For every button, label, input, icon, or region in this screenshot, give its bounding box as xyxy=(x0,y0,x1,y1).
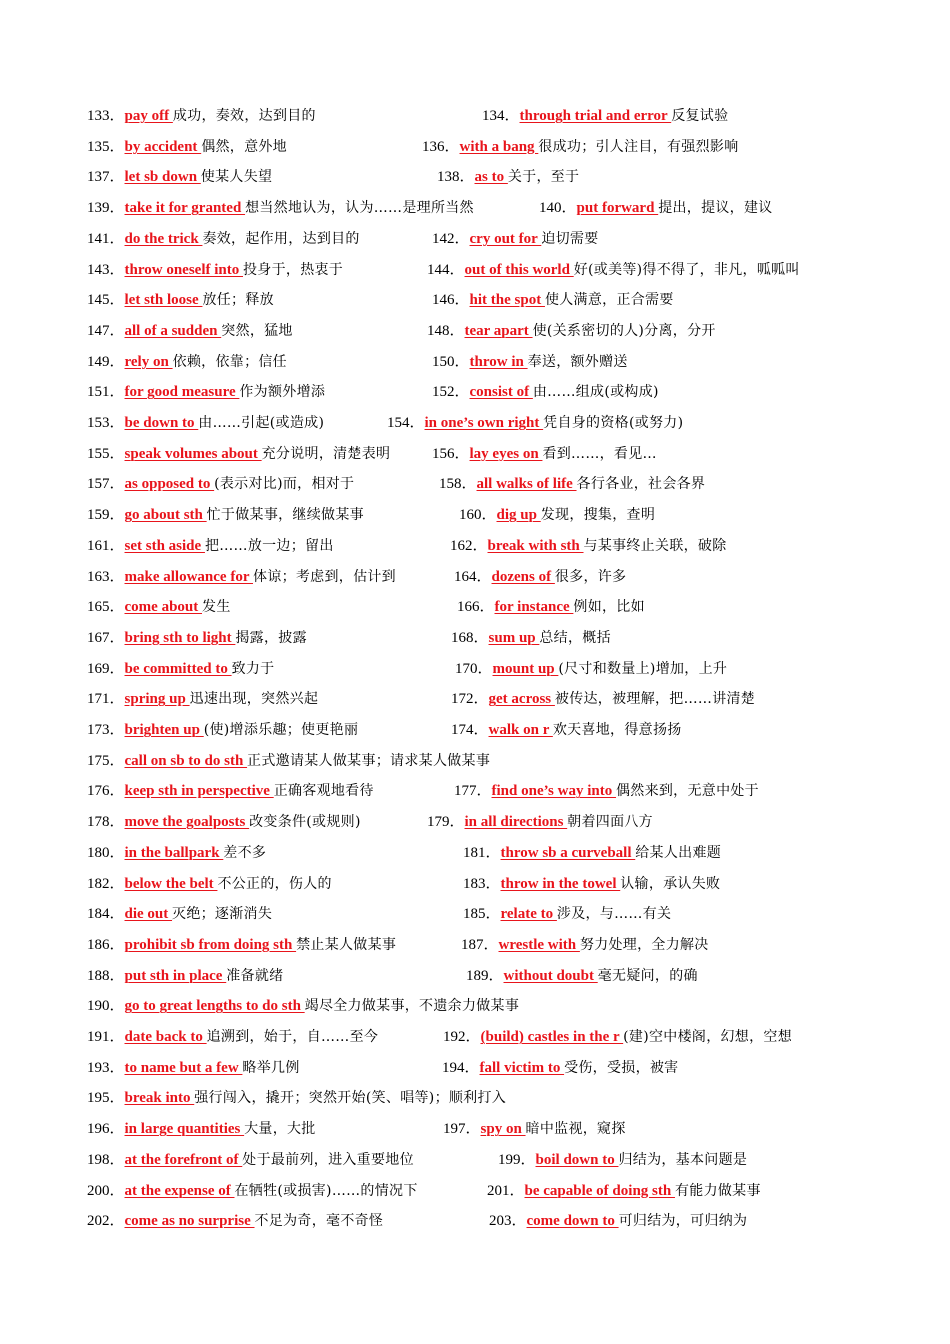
english-phrase: cry out for xyxy=(469,230,542,247)
chinese-meaning: 好(或美等)得不得了，非凡，呱呱叫 xyxy=(573,261,800,278)
phrase-entry xyxy=(87,564,396,589)
phrase-entry xyxy=(539,195,773,220)
chinese-meaning: 成功，奏效，达到目的 xyxy=(172,108,316,124)
english-phrase: all walks of life xyxy=(476,476,577,493)
entry-number: 150． xyxy=(432,353,470,370)
entry-number: 172． xyxy=(451,691,489,708)
english-phrase: in large quantities xyxy=(124,1121,245,1138)
english-phrase: pay off xyxy=(124,108,173,124)
phrase-entry xyxy=(422,134,739,159)
entry-number: 201． xyxy=(487,1182,525,1199)
chinese-meaning: 可归结为，可归纳为 xyxy=(618,1213,748,1230)
phrase-entry xyxy=(487,1178,761,1203)
english-phrase: by accident xyxy=(124,138,202,155)
chinese-meaning: 偶然来到，无意中处于 xyxy=(615,783,759,800)
phrase-entry xyxy=(451,625,611,650)
chinese-meaning: 欢天喜地，得意扬扬 xyxy=(552,722,682,738)
entry-number: 149． xyxy=(87,353,125,370)
english-phrase: come about xyxy=(124,599,203,616)
english-phrase: mount up xyxy=(492,660,559,677)
english-phrase: hit the spot xyxy=(469,292,545,309)
entry-number: 185． xyxy=(463,906,501,923)
english-phrase: throw sb a curveball xyxy=(500,844,636,861)
phrase-entry xyxy=(87,441,390,466)
chinese-meaning: 作为额外增添 xyxy=(239,384,326,401)
chinese-meaning: 追溯到，始于，自……至今 xyxy=(206,1029,379,1045)
phrase-entry xyxy=(432,287,674,312)
phrase-entry xyxy=(457,594,645,619)
english-phrase: be down to xyxy=(124,415,199,431)
chinese-meaning: (使)增添乐趣；使更艳丽 xyxy=(203,722,359,738)
entry-number: 174． xyxy=(451,722,489,738)
phrase-entry xyxy=(87,1024,378,1049)
phrase-entry xyxy=(87,1055,300,1080)
chinese-meaning: 突然，猛地 xyxy=(221,322,293,339)
entry-number: 200． xyxy=(87,1182,125,1199)
phrase-entry xyxy=(87,103,316,128)
entry-number: 190． xyxy=(87,998,125,1015)
phrase-entry xyxy=(87,226,360,251)
entry-number: 152． xyxy=(432,384,470,401)
english-phrase: find one’s way into xyxy=(491,783,616,800)
phrase-entry xyxy=(87,1178,418,1203)
english-phrase: out of this world xyxy=(464,261,574,278)
chinese-meaning: 暗中监视，窥探 xyxy=(525,1121,626,1138)
phrase-entry xyxy=(87,318,293,343)
chinese-meaning: 毫无疑问，的确 xyxy=(597,967,698,984)
chinese-meaning: 奏效，起作用，达到目的 xyxy=(202,230,360,247)
english-phrase: let sth loose xyxy=(124,292,203,309)
chinese-meaning: 受伤，受损，被害 xyxy=(564,1059,679,1076)
phrase-entry xyxy=(454,778,759,803)
english-phrase: dig up xyxy=(496,507,541,524)
english-phrase: make allowance for xyxy=(124,568,253,585)
phrase-entry xyxy=(87,625,307,650)
chinese-meaning: 投身于，热衷于 xyxy=(243,261,344,278)
entry-number: 157． xyxy=(87,476,125,493)
entry-number: 198． xyxy=(87,1151,125,1168)
entry-number: 166． xyxy=(457,599,495,616)
english-phrase: set sth aside xyxy=(124,537,205,554)
phrase-entry xyxy=(427,318,716,343)
entry-number: 144． xyxy=(427,261,465,278)
chinese-meaning: 迅速出现，突然兴起 xyxy=(189,691,319,708)
entry-number: 155． xyxy=(87,445,125,462)
english-phrase: throw in xyxy=(469,353,528,370)
english-phrase: throw in the towel xyxy=(500,875,621,892)
entry-number: 189． xyxy=(466,967,504,984)
english-phrase: rely on xyxy=(124,353,173,370)
chinese-meaning: 看到……，看见… xyxy=(542,445,657,462)
phrase-entry xyxy=(87,840,266,865)
entry-number: 147． xyxy=(87,322,125,339)
chinese-meaning: 在牺牲(或损害)……的情况下 xyxy=(234,1182,418,1199)
entry-number: 146． xyxy=(432,292,470,309)
entry-number: 165． xyxy=(87,599,125,616)
chinese-meaning: 略举几例 xyxy=(242,1059,300,1076)
entry-number: 164． xyxy=(454,568,492,585)
english-phrase: boil down to xyxy=(535,1151,619,1168)
entry-number: 199． xyxy=(498,1151,536,1168)
chinese-meaning: 提出，提议，建议 xyxy=(658,200,773,217)
phrase-entry xyxy=(463,840,721,865)
entry-number: 177． xyxy=(454,783,492,800)
english-phrase: all of a sudden xyxy=(124,322,222,339)
chinese-meaning: 改变条件(或规则) xyxy=(249,814,361,831)
phrase-entry xyxy=(87,717,358,742)
entry-number: 176． xyxy=(87,783,125,800)
phrase-entry xyxy=(87,594,231,619)
english-phrase: keep sth in perspective xyxy=(124,783,274,800)
entry-number: 142． xyxy=(432,230,470,247)
chinese-meaning: (建)空中楼阁，幻想，空想 xyxy=(623,1029,792,1045)
entry-number: 138． xyxy=(437,169,475,186)
entry-number: 191． xyxy=(87,1029,125,1045)
phrase-entry xyxy=(459,502,655,527)
chinese-meaning: 很多，许多 xyxy=(554,568,627,585)
phrase-entry xyxy=(451,686,755,711)
english-phrase: in the ballpark xyxy=(124,844,224,861)
english-phrase: speak volumes about xyxy=(124,445,262,462)
chinese-meaning: 迫切需要 xyxy=(541,230,599,247)
english-phrase: spy on xyxy=(480,1121,526,1138)
chinese-meaning: 奉送，额外赠送 xyxy=(527,353,628,370)
phrase-entry xyxy=(87,1116,316,1141)
entry-number: 182． xyxy=(87,875,125,892)
chinese-meaning: 偶然，意外地 xyxy=(201,138,287,155)
entry-number: 180． xyxy=(87,844,125,861)
english-phrase: brighten up xyxy=(124,722,204,738)
entry-number: 148． xyxy=(427,322,465,339)
entry-number: 162． xyxy=(450,537,488,554)
entry-number: 171． xyxy=(87,691,125,708)
english-phrase: at the forefront of xyxy=(124,1151,243,1168)
phrase-entry xyxy=(455,656,727,681)
chinese-meaning: 正式邀请某人做某事；请求某人做某事 xyxy=(247,752,491,769)
chinese-meaning: 竭尽全力做某事，不遗余力做某事 xyxy=(304,998,520,1015)
entry-number: 167． xyxy=(87,629,125,646)
phrase-entry xyxy=(432,226,599,251)
chinese-meaning: 正确客观地看待 xyxy=(273,783,374,800)
entry-number: 141． xyxy=(87,230,125,247)
phrase-entry xyxy=(87,778,374,803)
phrase-entry xyxy=(87,379,325,404)
phrase-entry xyxy=(427,809,653,834)
chinese-meaning: 涉及，与……有关 xyxy=(556,906,672,923)
english-phrase: date back to xyxy=(124,1029,207,1045)
phrase-entry xyxy=(432,441,657,466)
english-phrase: go about sth xyxy=(124,507,207,524)
entry-number: 134． xyxy=(482,108,520,124)
english-phrase: do the trick xyxy=(124,230,203,247)
chinese-meaning: 认输，承认失败 xyxy=(620,875,721,892)
entry-number: 197． xyxy=(443,1121,481,1138)
english-phrase: in all directions xyxy=(464,814,568,831)
phrase-entry xyxy=(437,164,579,189)
phrase-entry xyxy=(87,164,272,189)
entry-number: 135． xyxy=(87,138,125,155)
phrase-entry xyxy=(432,349,628,374)
english-phrase: relate to xyxy=(500,906,557,923)
phrase-entry xyxy=(87,963,283,988)
phrase-entry xyxy=(87,533,334,558)
entry-number: 179． xyxy=(427,814,465,831)
chinese-meaning: 例如，比如 xyxy=(573,599,645,616)
phrase-entry xyxy=(87,871,332,896)
phrase-entry xyxy=(87,932,396,957)
phrase-entry xyxy=(87,901,272,926)
english-phrase: break with sth xyxy=(487,537,584,554)
english-phrase: walk on r xyxy=(488,722,553,738)
chinese-meaning: 忙于做某事，继续做某事 xyxy=(206,507,364,524)
entry-number: 158． xyxy=(439,476,477,493)
chinese-meaning: 各行各业，社会各界 xyxy=(576,476,706,493)
english-phrase: go to great lengths to do sth xyxy=(124,998,305,1015)
entry-number: 169． xyxy=(87,660,125,677)
phrase-entry xyxy=(443,1116,626,1141)
phrase-entry xyxy=(87,1085,506,1110)
chinese-meaning: 禁止某人做某事 xyxy=(296,936,397,953)
chinese-meaning: 使某人失望 xyxy=(200,169,273,186)
english-phrase: spring up xyxy=(124,691,190,708)
entry-number: 184． xyxy=(87,906,125,923)
entry-number: 136． xyxy=(422,138,460,155)
chinese-meaning: 充分说明，清楚表明 xyxy=(261,445,391,462)
english-phrase: come as no surprise xyxy=(124,1213,255,1230)
english-phrase: call on sb to do sth xyxy=(124,752,248,769)
entry-number: 202． xyxy=(87,1213,125,1230)
english-phrase: put sth in place xyxy=(124,967,227,984)
english-phrase: to name but a few xyxy=(124,1059,243,1076)
english-phrase: die out xyxy=(124,906,173,923)
chinese-meaning: 给某人出难题 xyxy=(635,844,722,861)
entry-number: 187． xyxy=(461,936,499,953)
chinese-meaning: 依赖，依靠；信任 xyxy=(172,353,287,370)
chinese-meaning: 关于，至于 xyxy=(507,169,580,186)
english-phrase: for good measure xyxy=(124,384,240,401)
chinese-meaning: 差不多 xyxy=(223,844,267,861)
entry-number: 183． xyxy=(463,875,501,892)
chinese-meaning: 努力处理，全力解决 xyxy=(579,936,709,953)
chinese-meaning: 发生 xyxy=(202,599,231,616)
english-phrase: wrestle with xyxy=(498,936,580,953)
chinese-meaning: 有能力做某事 xyxy=(674,1182,761,1199)
entry-number: 168． xyxy=(451,629,489,646)
chinese-meaning: 凭自身的资格(或努力) xyxy=(543,415,684,431)
entry-number: 163． xyxy=(87,568,125,585)
entry-number: 159． xyxy=(87,507,125,524)
english-phrase: through trial and error xyxy=(519,108,672,124)
entry-number: 181． xyxy=(463,844,501,861)
chinese-meaning: 把……放一边；留出 xyxy=(204,537,334,554)
phrase-entry xyxy=(87,993,519,1018)
phrase-entry xyxy=(498,1147,747,1172)
chinese-meaning: 大量，大批 xyxy=(244,1121,316,1138)
phrase-entry xyxy=(87,748,490,773)
phrase-entry xyxy=(439,471,705,496)
entry-number: 161． xyxy=(87,537,125,554)
chinese-meaning: 体谅；考虑到，估计到 xyxy=(252,568,396,585)
chinese-meaning: (尺寸和数量上)增加，上升 xyxy=(558,660,728,677)
phrase-entry xyxy=(87,410,324,435)
entry-number: 143． xyxy=(87,261,125,278)
english-phrase: fall victim to xyxy=(479,1059,565,1076)
english-phrase: as opposed to xyxy=(124,476,215,493)
entry-number: 196． xyxy=(87,1121,125,1138)
english-phrase: consist of xyxy=(469,384,533,401)
phrase-entry xyxy=(463,871,720,896)
english-phrase: be committed to xyxy=(124,660,232,677)
english-phrase: tear apart xyxy=(464,322,533,339)
phrase-entry xyxy=(454,564,626,589)
phrase-entry xyxy=(432,379,659,404)
english-phrase: bring sth to light xyxy=(124,629,236,646)
entry-number: 195． xyxy=(87,1090,125,1107)
chinese-meaning: 放任；释放 xyxy=(202,292,274,309)
entry-number: 170． xyxy=(455,660,493,677)
entry-number: 137． xyxy=(87,169,125,186)
chinese-meaning: 与某事终止关联，破除 xyxy=(583,537,727,554)
chinese-meaning: (表示对比)而，相对于 xyxy=(214,476,355,493)
english-phrase: take it for granted xyxy=(124,200,246,217)
entry-number: 139． xyxy=(87,200,125,217)
phrase-entry xyxy=(87,809,361,834)
chinese-meaning: 不足为奇，毫不奇怪 xyxy=(254,1213,384,1230)
phrase-entry xyxy=(450,533,727,558)
chinese-meaning: 由……组成(或构成) xyxy=(532,384,659,401)
english-phrase: let sb down xyxy=(124,169,201,186)
chinese-meaning: 朝着四面八方 xyxy=(567,814,653,831)
english-phrase: break into xyxy=(124,1090,195,1107)
entry-number: 175． xyxy=(87,752,125,769)
english-phrase: put forward xyxy=(576,200,659,217)
phrase-entry xyxy=(87,1208,383,1233)
chinese-meaning: 使(关系密切的人)分离，分开 xyxy=(532,322,716,339)
phrase-entry xyxy=(87,287,274,312)
entry-number: 194． xyxy=(442,1059,480,1076)
phrase-entry xyxy=(451,717,682,742)
phrase-entry xyxy=(442,1055,678,1080)
entry-number: 154． xyxy=(387,415,425,431)
chinese-meaning: 由……引起(或造成) xyxy=(198,415,325,431)
entry-number: 186． xyxy=(87,936,125,953)
english-phrase: without doubt xyxy=(503,967,598,984)
phrase-entry xyxy=(427,257,800,282)
phrase-entry xyxy=(87,349,287,374)
phrase-entry xyxy=(87,195,474,220)
phrase-entry xyxy=(87,471,354,496)
english-phrase: lay eyes on xyxy=(469,445,543,462)
entry-number: 193． xyxy=(87,1059,125,1076)
english-phrase: as to xyxy=(474,169,508,186)
entry-number: 173． xyxy=(87,722,125,738)
entry-number: 178． xyxy=(87,814,125,831)
entry-number: 151． xyxy=(87,384,125,401)
chinese-meaning: 发现，搜集，查明 xyxy=(540,507,656,524)
entry-number: 192． xyxy=(443,1029,481,1045)
phrase-entry xyxy=(87,686,318,711)
english-phrase: in one’s own right xyxy=(424,415,544,431)
english-phrase: get across xyxy=(488,691,555,708)
phrase-entry xyxy=(87,257,343,282)
english-phrase: at the expense of xyxy=(124,1182,235,1199)
chinese-meaning: 灭绝；逐渐消失 xyxy=(172,906,273,923)
phrase-entry xyxy=(87,502,364,527)
entry-number: 140． xyxy=(539,200,577,217)
entry-number: 153． xyxy=(87,415,125,431)
chinese-meaning: 强行闯入，撬开；突然开始(笑、唱等)；顺利打入 xyxy=(194,1090,507,1107)
entry-number: 133． xyxy=(87,108,125,124)
phrase-entry xyxy=(87,656,274,681)
english-phrase: for instance xyxy=(494,599,574,616)
phrase-entry xyxy=(387,410,683,435)
entry-number: 203． xyxy=(489,1213,527,1230)
english-phrase: below the belt xyxy=(124,875,218,892)
chinese-meaning: 揭露，披露 xyxy=(235,629,307,646)
phrase-entry xyxy=(489,1208,747,1233)
english-phrase: sum up xyxy=(488,629,540,646)
english-phrase: move the goalposts xyxy=(124,814,250,831)
english-phrase: come down to xyxy=(526,1213,619,1230)
english-phrase: prohibit sb from doing sth xyxy=(124,936,297,953)
phrase-entry xyxy=(463,901,671,926)
entry-number: 156． xyxy=(432,445,470,462)
phrase-entry xyxy=(466,963,698,988)
chinese-meaning: 不公正的，伤人的 xyxy=(217,875,332,892)
phrase-entry xyxy=(87,1147,414,1172)
english-phrase: throw oneself into xyxy=(124,261,243,278)
chinese-meaning: 反复试验 xyxy=(671,108,729,124)
chinese-meaning: 归结为，基本问题是 xyxy=(618,1151,748,1168)
phrase-entry xyxy=(461,932,709,957)
chinese-meaning: 准备就绪 xyxy=(226,967,284,984)
english-phrase: dozens of xyxy=(491,568,555,585)
entry-number: 188． xyxy=(87,967,125,984)
phrase-entry xyxy=(87,134,287,159)
chinese-meaning: 使人满意，正合需要 xyxy=(544,292,674,309)
chinese-meaning: 被传达，被理解，把……讲清楚 xyxy=(554,691,756,708)
phrase-entry xyxy=(443,1024,792,1049)
chinese-meaning: 致力于 xyxy=(231,660,275,677)
phrase-entry xyxy=(482,103,728,128)
chinese-meaning: 总结，概括 xyxy=(539,629,611,646)
entry-number: 160． xyxy=(459,507,497,524)
english-phrase: with a bang xyxy=(459,138,539,155)
chinese-meaning: 很成功；引人注目，有强烈影响 xyxy=(538,138,739,155)
entry-number: 145． xyxy=(87,292,125,309)
english-phrase: be capable of doing sth xyxy=(524,1182,675,1199)
chinese-meaning: 想当然地认为，认为……是理所当然 xyxy=(245,200,474,217)
chinese-meaning: 处于最前列，进入重要地位 xyxy=(242,1151,414,1168)
english-phrase: (build) castles in the r xyxy=(480,1029,624,1045)
